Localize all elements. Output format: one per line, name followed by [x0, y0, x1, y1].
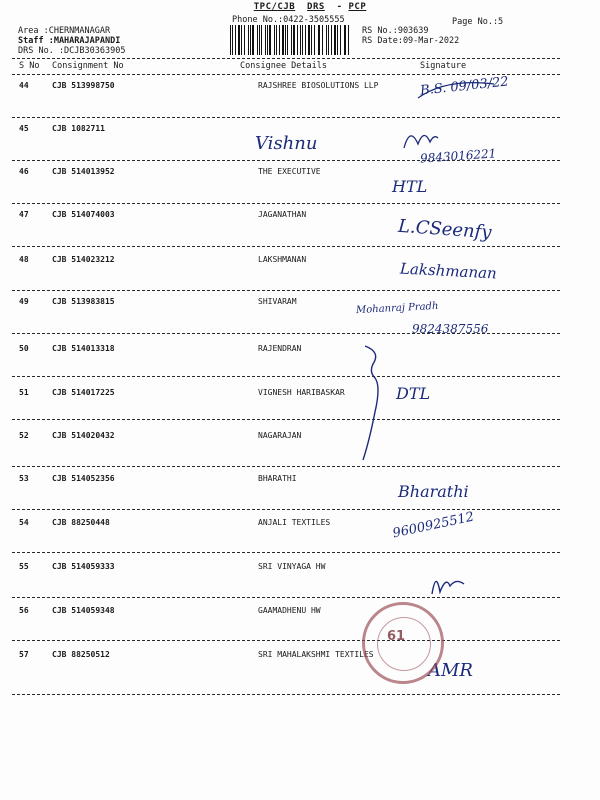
table-row — [0, 297, 600, 327]
row-consignment: CJB 88250448 — [52, 518, 110, 527]
row-consignee: VIGNESH HARIBASKAR — [258, 388, 345, 397]
signature-48: Lakshmanan — [399, 259, 498, 283]
row-consignment: CJB 514059333 — [52, 562, 115, 571]
barcode-bar — [276, 25, 277, 55]
col-header-sno: S No — [19, 61, 40, 71]
signature-55-scribble-icon — [428, 568, 468, 598]
row-consignee: SRI MAHALAKSHMI TEXTILES — [258, 650, 374, 659]
barcode-bar — [291, 25, 293, 55]
table-row — [0, 388, 600, 418]
barcode-bar — [241, 25, 242, 55]
divider — [12, 246, 560, 247]
stamp-inner-ring — [377, 617, 431, 671]
barcode-bar — [279, 25, 280, 55]
row-consignee: THE EXECUTIVE — [258, 167, 321, 176]
row-sno: 45 — [19, 124, 29, 133]
staff-label: Staff :MAHARAJAPANDI — [18, 36, 121, 46]
barcode-bar — [257, 25, 258, 55]
barcode-bar — [235, 25, 236, 55]
row-sno: 54 — [19, 518, 29, 527]
row-sno: 52 — [19, 431, 29, 440]
table-row — [0, 650, 600, 680]
barcode-bar — [259, 25, 260, 55]
row-consignee: RAJSHREE BIOSOLUTIONS LLP — [258, 81, 379, 90]
signature-57: AMR — [428, 660, 473, 681]
signature-49-note: Mohanraj Pradh — [355, 300, 439, 317]
row-consignee: SRI VINYAGA HW — [258, 562, 326, 571]
barcode-bar — [261, 25, 262, 55]
barcode-bar — [305, 25, 306, 55]
barcode-bar — [300, 25, 301, 55]
row-sno: 53 — [19, 474, 29, 483]
row-consignee: BHARATHI — [258, 474, 297, 483]
barcode-bar — [314, 25, 315, 55]
row-consignment: CJB 514017225 — [52, 388, 115, 397]
table-row — [0, 255, 600, 285]
barcode-bar — [282, 25, 283, 55]
barcode-bar — [230, 25, 231, 55]
row-sno: 49 — [19, 297, 29, 306]
row-sno: 55 — [19, 562, 29, 571]
row-consignment: CJB 514020432 — [52, 431, 115, 440]
signature-45-scribble-icon — [400, 124, 440, 156]
row-consignee: SHIVARAM — [258, 297, 297, 306]
divider — [12, 509, 560, 510]
page-number: Page No.:5 — [452, 17, 504, 27]
barcode-bar — [267, 25, 268, 55]
signature-47: L.CSeenfy — [397, 215, 493, 244]
row-consignee: GAAMADHENU HW — [258, 606, 321, 615]
col-header-consignee: Consignee Details — [240, 61, 327, 71]
barcode-bar — [348, 25, 349, 55]
divider — [12, 117, 560, 118]
row-sno: 50 — [19, 344, 29, 353]
drs-number: DRS No. :DCJB30363905 — [18, 46, 126, 56]
divider — [12, 203, 560, 204]
barcode-bar — [302, 25, 303, 55]
barcode-bar — [274, 25, 276, 55]
divider — [12, 74, 560, 75]
row-consignee: JAGANATHAN — [258, 210, 307, 219]
barcode-bar — [337, 25, 338, 55]
table-row — [0, 431, 600, 461]
signature-46: HTL — [392, 177, 428, 196]
row-sno: 46 — [19, 167, 29, 176]
row-consignment: CJB 513983815 — [52, 297, 115, 306]
barcode-bar — [287, 25, 288, 55]
rubber-stamp — [362, 602, 444, 684]
row-consignment: CJB 514074003 — [52, 210, 115, 219]
barcode-bar — [244, 25, 245, 55]
signature-44: B.S. 09/03/22 — [419, 74, 510, 99]
table-row — [0, 210, 600, 240]
row-consignee: NAGARAJAN — [258, 431, 302, 440]
row-sno: 56 — [19, 606, 29, 615]
barcode-bar — [326, 25, 327, 55]
divider — [12, 552, 560, 553]
divider — [12, 466, 560, 467]
stamp-number: 61 — [387, 629, 406, 644]
barcode-bar — [331, 25, 332, 55]
table-row — [0, 562, 600, 592]
row-sno: 44 — [19, 81, 29, 90]
row-consignee: RAJENDRAN — [258, 344, 302, 353]
signature-53: Bharathi — [398, 482, 469, 501]
barcode-bar — [250, 25, 251, 55]
barcode-bar — [293, 25, 294, 55]
title-mid: DRS — [307, 2, 325, 12]
table-row — [0, 344, 600, 374]
barcode — [230, 25, 352, 55]
row-consignment: CJB 514013318 — [52, 344, 115, 353]
divider — [12, 290, 560, 291]
barcode-bar — [232, 25, 233, 55]
phone-number: Phone No.:0422-3505555 — [232, 15, 345, 25]
header-left-block — [18, 26, 125, 56]
barcode-bar — [328, 25, 329, 55]
row-sno: 47 — [19, 210, 29, 219]
divider — [12, 58, 560, 59]
row-consignment: CJB 513998750 — [52, 81, 115, 90]
row-sno: 51 — [19, 388, 29, 397]
rs-date: RS Date:09-Mar-2022 — [362, 36, 460, 46]
barcode-bar — [285, 25, 286, 55]
barcode-bar — [265, 25, 266, 55]
title-right: PCP — [348, 2, 367, 12]
barcode-bar — [297, 25, 298, 55]
divider — [12, 694, 560, 695]
barcode-bar — [252, 25, 254, 55]
row-consignment: CJB 1082711 — [52, 124, 105, 133]
title-left: TPC/CJB — [253, 2, 296, 12]
divider — [12, 376, 560, 377]
row-consignee: ANJALI TEXTILES — [258, 518, 331, 527]
barcode-bar — [345, 25, 346, 55]
row-sno: 48 — [19, 255, 29, 264]
col-header-signature: Signature — [420, 61, 467, 71]
barcode-bar — [248, 25, 249, 55]
barcode-bar — [322, 25, 323, 55]
barcode-bar — [344, 25, 345, 55]
row-consignment: CJB 88250512 — [52, 650, 110, 659]
barcode-bar — [238, 25, 240, 55]
table-row — [0, 474, 600, 504]
row-consignment: CJB 514023212 — [52, 255, 115, 264]
col-header-consignment: Consignment No — [52, 61, 124, 71]
bracket-stroke-icon — [355, 342, 385, 462]
table-row — [0, 518, 600, 548]
barcode-bar — [269, 25, 270, 55]
table-row — [0, 167, 600, 197]
barcode-bar — [311, 25, 313, 55]
rs-number: RS No.:903639 — [362, 26, 429, 36]
signature-54: 9600925512 — [391, 509, 476, 542]
divider — [12, 640, 560, 641]
barcode-bar — [318, 25, 319, 55]
row-consignment: CJB 514059348 — [52, 606, 115, 615]
signature-51: DTL — [396, 384, 431, 403]
signature-49-phone: 9824387556 — [412, 322, 489, 336]
row-consignee: LAKSHMANAN — [258, 255, 307, 264]
signature-45-name: Vishnu — [255, 133, 318, 154]
barcode-bar — [334, 25, 336, 55]
barcode-bar — [308, 25, 309, 55]
barcode-bar — [340, 25, 341, 55]
header-right-block — [362, 26, 459, 46]
divider — [12, 597, 560, 598]
area-label: Area :CHERNMANAGAR — [18, 26, 111, 36]
table-row — [0, 81, 600, 111]
signature-stroke-icon — [416, 78, 496, 108]
divider — [12, 419, 560, 420]
table-row — [0, 606, 600, 636]
row-consignment: CJB 514013952 — [52, 167, 115, 176]
row-sno: 57 — [19, 650, 29, 659]
document-title: TPC/CJB DRS - PCP — [253, 2, 367, 12]
row-consignment: CJB 514052356 — [52, 474, 115, 483]
barcode-bar — [319, 25, 320, 55]
signature-45-phone: 9843016221 — [419, 146, 497, 166]
